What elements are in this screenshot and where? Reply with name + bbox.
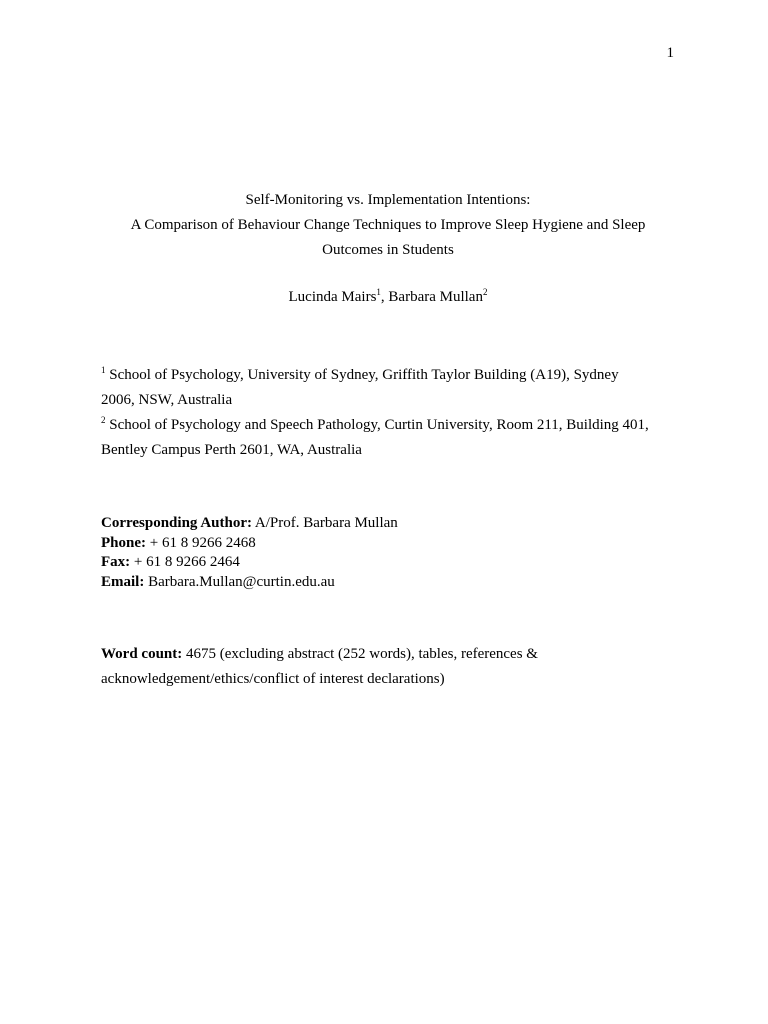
affiliation-2-line-2: Bentley Campus Perth 2601, WA, Australia (101, 442, 362, 458)
author-name-2: Barbara Mullan (388, 289, 483, 305)
word-count (101, 642, 681, 692)
email-value: Barbara.Mullan@curtin.edu.au (144, 573, 335, 590)
email-label: Email: (101, 573, 145, 590)
corresponding-author-label: Corresponding Author: (101, 515, 252, 531)
contact-details (101, 514, 681, 592)
corresponding-author-value: A/Prof. Barbara Mullan (252, 515, 398, 531)
fax-label: Fax: (101, 554, 131, 570)
corresponding-author (101, 514, 681, 534)
word-count-line-1: 4675 (excluding abstract (252 words), tables, references & (182, 646, 538, 662)
title-line-3: Outcomes in Students (322, 242, 454, 258)
author-affiliation-mark-2: 2 (482, 287, 488, 297)
author-name-1: Lucinda Mairs (288, 289, 377, 305)
paper-title (100, 188, 676, 263)
fax-value: + 61 8 9266 2464 (130, 554, 240, 570)
phone (101, 534, 681, 554)
author-separator: , (380, 289, 389, 305)
email (101, 573, 681, 593)
phone-value: + 61 8 9266 2468 (146, 534, 256, 551)
affiliation-1 (101, 363, 681, 413)
affiliation-mark-1: 1 (101, 365, 106, 375)
affiliation-1-line-2: 2006, NSW, Australia (101, 392, 233, 408)
affiliation-1-line-1: School of Psychology, University of Sydney, Griffith Taylor Building (A19), Sydney (105, 367, 619, 383)
author-affiliation-mark-1: 1 (376, 287, 381, 297)
word-count-label: Word count: (101, 646, 183, 662)
affiliation-2-line-1: School of Psychology and Speech Pathology, Curtin University, Room 211, Building 401, (105, 417, 649, 433)
affiliations (101, 363, 681, 463)
page-number: 1 (666, 45, 674, 61)
affiliation-mark-2: 2 (101, 415, 106, 425)
phone-label: Phone: (101, 534, 146, 551)
word-count-line-2: acknowledgement/ethics/conflict of interest declarations) (101, 671, 445, 687)
author-list (100, 287, 676, 307)
fax (101, 553, 681, 573)
title-line-1: Self-Monitoring vs. Implementation Intentions: (245, 192, 531, 208)
title-line-2: A Comparison of Behaviour Change Techniques to Improve Sleep Hygiene and Sleep (130, 217, 646, 233)
affiliation-2 (101, 413, 681, 463)
